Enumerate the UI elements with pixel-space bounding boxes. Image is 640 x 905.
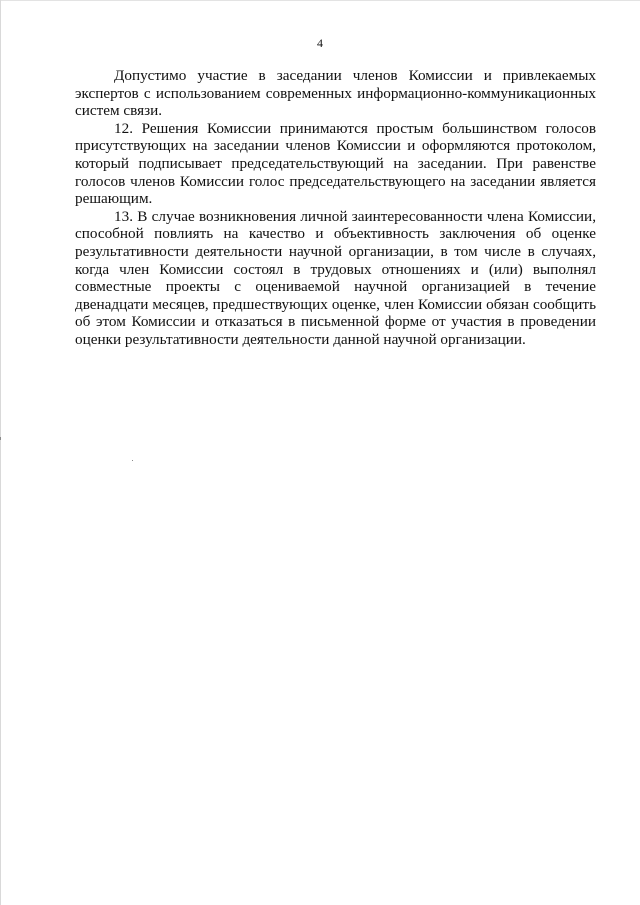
scan-edge-left (0, 0, 1, 905)
scan-speck (0, 437, 1, 440)
scan-edge-top (0, 0, 640, 1)
paragraph-12-decisions: 12. Решения Комиссии принимаются простым большинством голосов присутствующих на заседании членов Комиссии и оформляются протоколом, который подписывает председательствующий на заседании. При равенстве голосов членов Комиссии голос председательствующего на заседании является решающим. (75, 119, 596, 208)
paragraph-13-conflict-of-interest: 13. В случае возникновения личной заинтересованности члена Комиссии, способной повлиять на качество и объективность заключения об оценке результативности деятельности научной организации, в том числе в случаях, когда член Комиссии состоял в трудовых отношениях и (или) выполнял совместные проекты с оцениваемой научной организацией в течение двенадцати месяцев, предшествующих оценке, член Комиссии обязан сообщить об этом Комиссии и отказаться в письменной форме от участия в проведении оценки результативности деятельности данной научной организации. (75, 207, 596, 348)
scan-speck (132, 460, 133, 461)
paragraph-remote-participation: Допустимо участие в заседании членов Комиссии и привлекаемых экспертов с использованием современных информационно-коммуникационных систем связи. (75, 67, 596, 120)
page-number: 4 (317, 36, 323, 50)
document-body (75, 67, 596, 349)
